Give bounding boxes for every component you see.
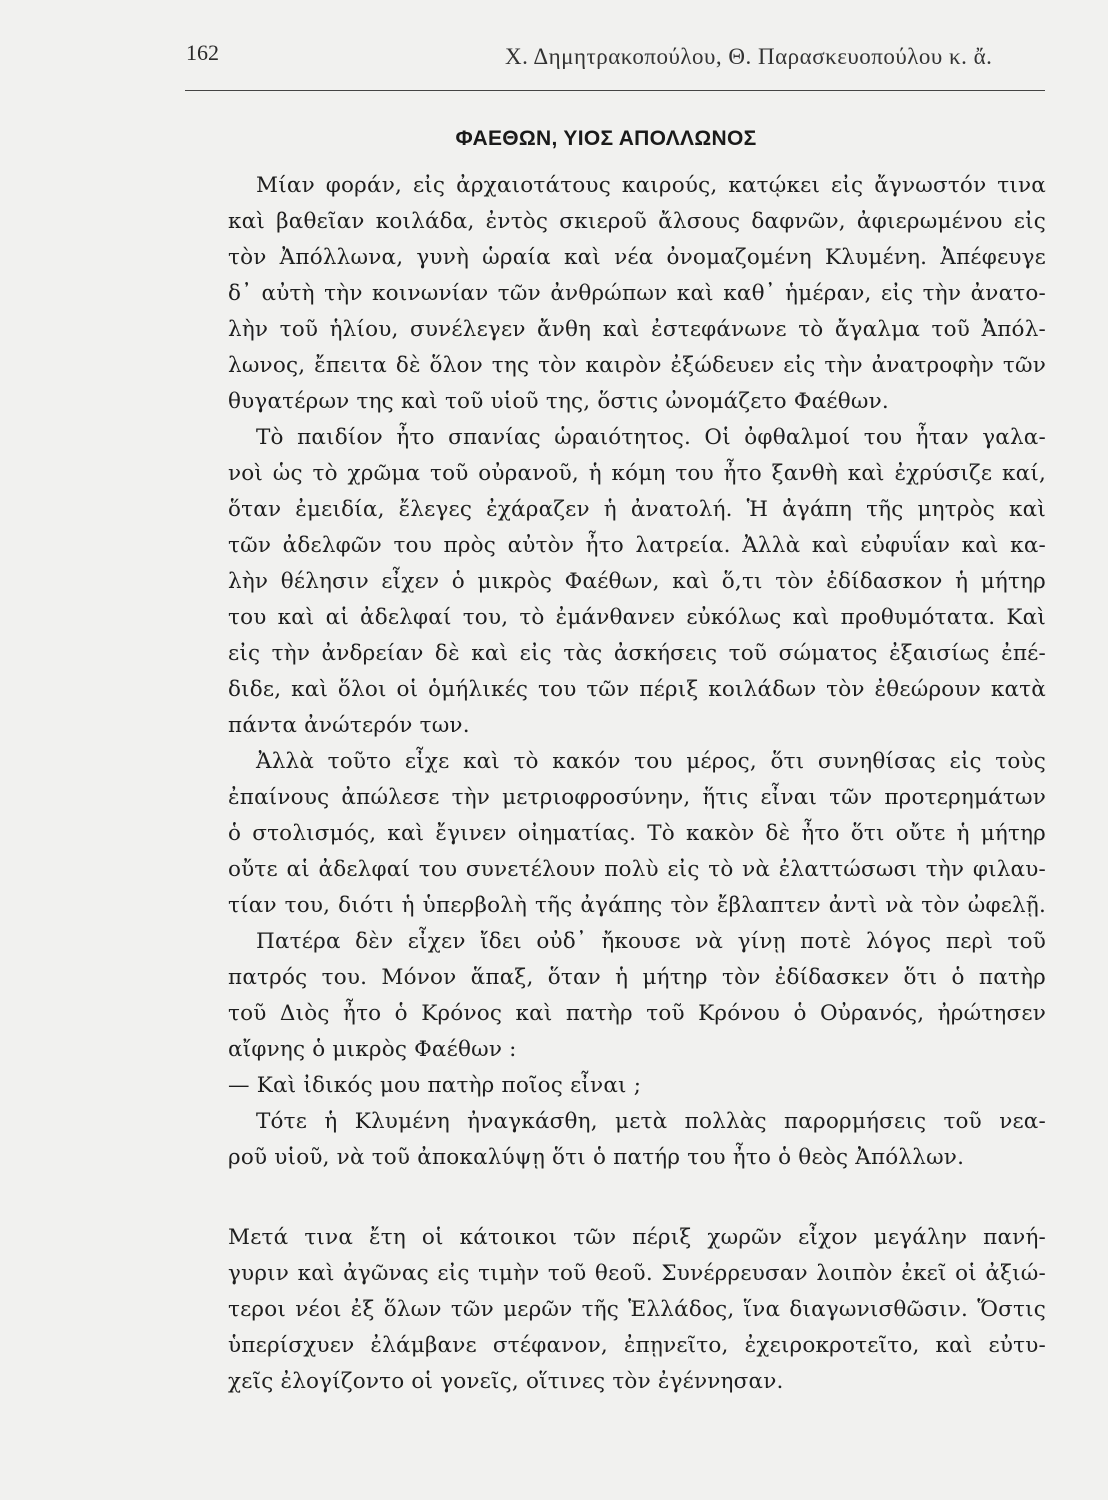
chapter-title: ΦΑΕΘΩΝ, ΥΙΟΣ ΑΠΟΛΛΩΝΟΣ xyxy=(455,127,757,150)
text-line: ὁ στολισμός, καὶ ἔγινεν οἰηματίας. Τὸ κακὸν δὲ ἦτο ὅτι οὔτε ἡ μήτηρ xyxy=(228,821,1046,846)
text-line: τὸν Ἀπόλλωνα, γυνὴ ὡραία καὶ νέα ὀνομαζομένη Κλυμένη. Ἀπέφευγε xyxy=(228,245,1046,270)
dialogue-line: — Καὶ ἰδικός μου πατὴρ ποῖος εἶναι ; xyxy=(228,1073,642,1098)
section-gap xyxy=(228,1176,1046,1220)
text-line: Πατέρα δὲν εἶχεν ἴδει οὐδ᾿ ἤκουσε νὰ γίνῃ ποτὲ λόγος περὶ τοῦ xyxy=(256,929,1046,954)
text-line: χεῖς ἐλογίζοντο οἱ γονεῖς, οἵτινες τὸν ἐγέννησαν. xyxy=(228,1369,784,1394)
text-line: λωνος, ἔπειτα δὲ ὅλον της τὸν καιρὸν ἐξώδευεν εἰς τὴν ἀνατροφὴν τῶν xyxy=(228,353,1046,378)
text-line: Μετά τινα ἔτη οἱ κάτοικοι τῶν πέριξ χωρῶν εἶχον μεγάλην πανή- xyxy=(228,1225,1046,1250)
text-line: του καὶ αἱ ἀδελφαί του, τὸ ἐμάνθανεν εὐκόλως καὶ προθυμότατα. Καὶ xyxy=(228,605,1046,630)
text-line: εἰς τὴν ἀνδρείαν δὲ καὶ εἰς τὰς ἀσκήσεις τοῦ σώματος ἐξαισίως ἐπέ- xyxy=(228,641,1046,666)
text-line: γυριν καὶ ἀγῶνας εἰς τιμὴν τοῦ θεοῦ. Συνέρρευσαν λοιπὸν ἐκεῖ οἱ ἀξιώ- xyxy=(228,1261,1046,1286)
text-line: τεροι νέοι ἐξ ὅλων τῶν μερῶν τῆς Ἑλλάδος, ἵνα διαγωνισθῶσιν. Ὅστις xyxy=(228,1297,1046,1322)
text-line: αἴφνης ὁ μικρὸς Φαέθων : xyxy=(228,1037,517,1062)
text-line: θυγατέρων της καὶ τοῦ υἱοῦ της, ὅστις ὠνομάζετο Φαέθων. xyxy=(228,389,889,414)
text-line: ἐπαίνους ἀπώλεσε τὴν μετριοφροσύνην, ἥτις εἶναι τῶν προτερημάτων xyxy=(228,785,1046,810)
text-line: πατρός του. Μόνον ἅπαξ, ὅταν ἡ μήτηρ τὸν ἐδίδασκεν ὅτι ὁ πατὴρ xyxy=(228,965,1046,990)
text-line: Ἀλλὰ τοῦτο εἶχε καὶ τὸ κακόν του μέρος, ὅτι συνηθίσας εἰς τοὺς xyxy=(256,749,1046,774)
text-line: ὅταν ἐμειδία, ἔλεγες ἐχάραζεν ἡ ἀνατολή. Ἡ ἀγάπη τῆς μητρὸς καὶ xyxy=(228,497,1046,522)
header-rule xyxy=(185,90,1045,91)
text-line: τοῦ Διὸς ἦτο ὁ Κρόνος καὶ πατὴρ τοῦ Κρόνου ὁ Οὐρανός, ἠρώτησεν xyxy=(228,1001,1046,1026)
text-line: ὑπερίσχυεν ἐλάμβανε στέφανον, ἐπῃνεῖτο, ἐχειροκροτεῖτο, καὶ εὐτυ- xyxy=(228,1333,1046,1358)
text-line: τίαν του, διότι ἡ ὑπερβολὴ τῆς ἀγάπης τὸν ἔβλαπτεν ἀντὶ νὰ τὸν ὠφελῇ. xyxy=(228,893,1046,918)
text-line: ροῦ υἱοῦ, νὰ τοῦ ἀποκαλύψῃ ὅτι ὁ πατήρ του ἦτο ὁ θεὸς Ἀπόλλων. xyxy=(228,1145,965,1170)
text-line: λὴν τοῦ ἡλίου, συνέλεγεν ἄνθη καὶ ἐστεφάνωνε τὸ ἄγαλμα τοῦ Ἀπόλ- xyxy=(228,317,1046,342)
text-line: οὔτε αἱ ἀδελφαί του συνετέλουν πολὺ εἰς τὸ νὰ ἐλαττώσωσι τὴν φιλαυ- xyxy=(228,857,1046,882)
text-line: Τὸ παιδίον ἦτο σπανίας ὡραιότητος. Οἱ ὀφθαλμοί του ἦταν γαλα- xyxy=(256,425,1046,450)
text-line: λὴν θέλησιν εἶχεν ὁ μικρὸς Φαέθων, καὶ ὅ,τι τὸν ἐδίδασκον ἡ μήτηρ xyxy=(228,569,1046,594)
text-line: δ᾿ αὐτὴ τὴν κοινωνίαν τῶν ἀνθρώπων καὶ καθ᾿ ἡμέραν, εἰς τὴν ἀνατο- xyxy=(228,281,1046,306)
text-line: νοὶ ὡς τὸ χρῶμα τοῦ οὐρανοῦ, ἡ κόμη του ἦτο ξανθὴ καὶ ἐχρύσιζε καί, xyxy=(228,461,1046,486)
running-head: Χ. Δημητρακοπούλου, Θ. Παρασκευοπούλου κ. ἄ. xyxy=(505,44,993,69)
text-line: Τότε ἡ Κλυμένη ἠναγκάσθη, μετὰ πολλὰς παρορμήσεις τοῦ νεα- xyxy=(256,1109,1046,1134)
text-line: τῶν ἀδελφῶν του πρὸς αὐτὸν ἦτο λατρεία. Ἀλλὰ καὶ εὐφυΐαν καὶ κα- xyxy=(228,533,1046,558)
text-line: Μίαν φοράν, εἰς ἀρχαιοτάτους καιρούς, κατῴκει εἰς ἄγνωστόν τινα xyxy=(256,173,1046,198)
page-number: 162 xyxy=(186,40,219,65)
text-line: διδε, καὶ ὅλοι οἱ ὁμήλικές του τῶν πέριξ κοιλάδων τὸν ἐθεώρουν κατὰ xyxy=(228,677,1046,702)
text-line: πάντα ἀνώτερόν των. xyxy=(228,713,470,738)
body-text xyxy=(228,168,1046,1400)
text-line: καὶ βαθεῖαν κοιλάδα, ἐντὸς σκιεροῦ ἄλσους δαφνῶν, ἀφιερωμένου εἰς xyxy=(228,209,1046,234)
